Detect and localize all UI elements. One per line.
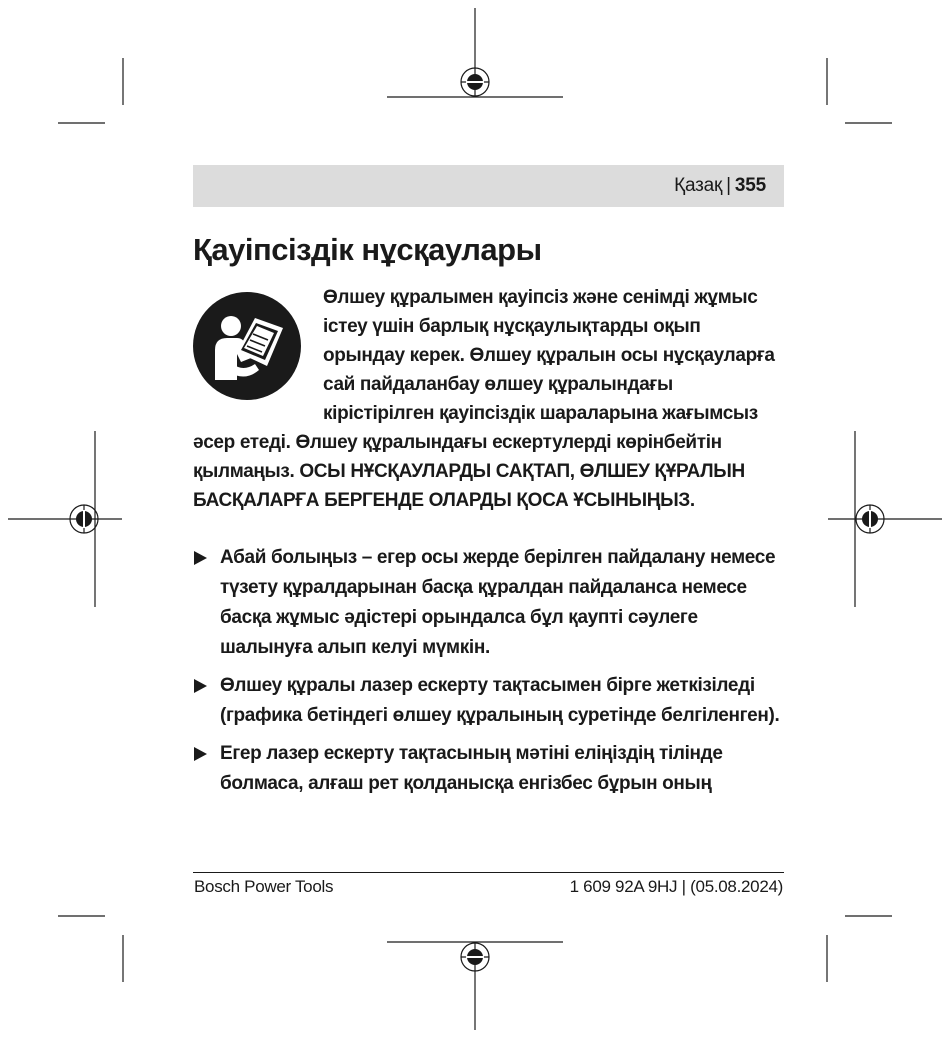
intro-text: Өлшеу құралымен қауіпсіз және сенімді жұмыс істеу үшін барлық нұсқаулықтарды оқып орындау керек. Өлшеу құралын осы нұсқауларға сай пайдаланбау өлшеу құралындағы кірістірілген қауіпсіздік шараларына жағымсыз әсер етеді. Өлшеу құралындағы ескертулерді көрінбейтін қылмаңыз. ОСЫ НҰСҚАУЛАРДЫ САҚТАП, ӨЛШЕУ ҚҰРАЛЫН БАСҚАЛАРҒА БЕРГЕНДЕ ОЛАРДЫ ҚОСА ҰСЫНЫҢЫЗ. <box>193 287 775 511</box>
header-separator: | <box>726 175 731 196</box>
triangle-bullet-icon <box>193 747 207 761</box>
bullet-text: Өлшеу құралы лазер ескерту тақтасымен бірге жеткізіледі (графика бетіндегі өлшеу құралының суретінде белгіленген). <box>220 675 780 726</box>
running-header <box>674 175 766 197</box>
bullet-text: Егер лазер ескерту тақтасының мәтіні еліңіздің тілінде болмаса, алғаш рет қолданысқа енгізбес бұрын оның <box>220 743 723 794</box>
header-band <box>193 165 784 207</box>
bullet-text: Абай болыңыз – егер осы жерде берілген пайдалану немесе түзету құралдарынан басқа құралдан пайдаланса немесе басқа жұмыс әдістері орындалса бұл қаупті сәулеге шалынуға алып келуі мүмкін. <box>220 547 776 658</box>
triangle-bullet-icon <box>193 551 207 565</box>
footer-rule <box>193 872 784 873</box>
list-item <box>193 671 784 731</box>
footer-publisher: Bosch Power Tools <box>194 877 334 896</box>
list-item <box>193 739 784 799</box>
triangle-bullet-icon <box>193 679 207 693</box>
footer-document-id: 1 609 92A 9HJ | (05.08.2024) <box>569 877 783 896</box>
section-title: Қауіпсіздік нұсқаулары <box>193 232 542 267</box>
list-item <box>193 543 784 663</box>
safety-bullet-list <box>193 543 784 807</box>
page-number: 355 <box>734 175 766 196</box>
header-language: Қазақ <box>674 175 723 196</box>
read-manual-icon <box>193 292 301 400</box>
